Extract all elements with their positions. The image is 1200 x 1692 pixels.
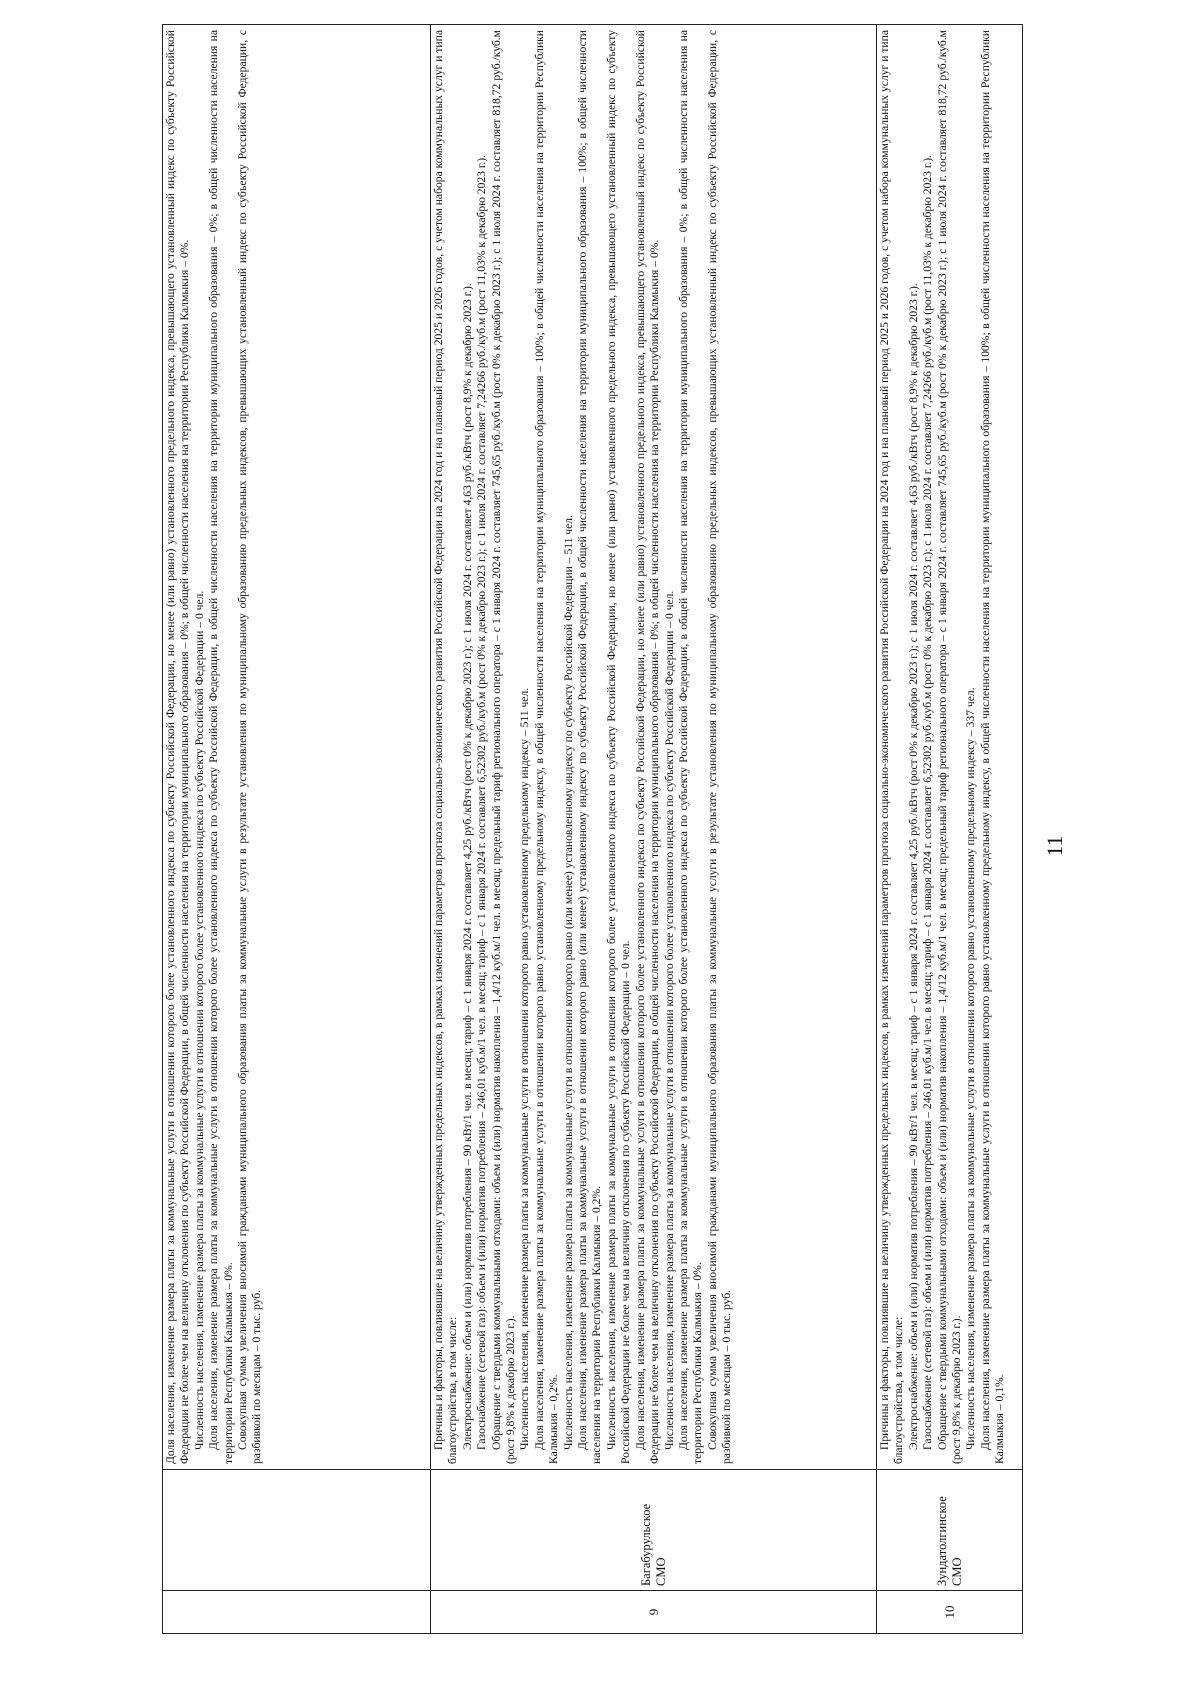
table-row <box>163 25 431 1634</box>
row-description <box>877 25 1023 1470</box>
description-paragraph: Доля населения, изменение размера платы за коммунальные услуги в отношении которого более установленного индекса по субъекту Российской Федерации, в общей численности населения на территории муниципального образования – 0%; в общей численности населения на территории Республики Калмыкия – 0%. <box>676 30 705 1464</box>
description-paragraph: Газоснабжение (сетевой газ): объем и (или) норматив потребления – 246,01 куб.м/1 чел. в месяц; тариф – с 1 января 2024 г. составляет 6,52302 руб./куб.м (рост 0% к декабрю 2023 г.); с 1 июля 2024 г. составляет 7,24266 руб./куб.м (рост 11,03% к декабрю 2023 г.). <box>921 155 935 1450</box>
description-paragraph: Доля населения, изменение размера платы за коммунальные услуги в отношении которого равно (или менее) установленному индексу по субъекту Российской Федерации, в общей численности населения на территории муниципального образования – 100%; в общей численности населения на территории Республики Калмыкия – 0,2%. <box>576 30 604 1464</box>
description-paragraph: Совокупная сумма увеличения вносимой гражданами муниципального образования платы за коммунальные услуги в результате установления по муниципальному образованию предельных индексов, превышающих установленный индекс по субъекту Российской Федерации, с разбивкой по месяцам – 0 тыс. руб. <box>236 30 264 1464</box>
table-row <box>877 25 1023 1634</box>
description-paragraph: Обращение с твердыми коммунальными отходами: объем и (или) норматив накопления – 1,4/12 куб.м/1 чел. в месяц; предельный тариф регионального оператора – с 1 января 2024 г. составляет 745,65 руб./куб.м (рост 0% к декабрю 2023 г.); с 1 июля 2024 г. составляет 818,72 руб./куб.м (рост 9,8% к декабрю 2023 г.). <box>935 30 964 1464</box>
description-paragraph: Численность населения, изменение размера платы за коммунальные услуги в отношении которого равно установленному предельному индексу – 511 чел. <box>518 687 532 1450</box>
table-row <box>431 25 877 1634</box>
municipality-name <box>163 1470 431 1591</box>
description-paragraph: Электроснабжение: объем и (или) норматив потребления – 90 кВт/1 чел. в месяц; тариф – с 1 января 2024 г. составляет 4,25 руб./кВтч (рост 0% к декабрю 2023 г.); с 1 июля 2024 г. составляет 4,63 руб./кВтч (рост 8,9% к декабрю 2023 г.). <box>906 283 920 1450</box>
description-paragraph: Численность населения, изменение размера платы за коммунальные услуги в отношении которого более установленного индекса по субъекту Российской Федерации, но менее (или равно) установленного предельного индекса, превышающего установленный индекс по субъекту Российской Федерации не более чем на величину отклонения по субъекту Российской Федерации – 0 чел. <box>604 30 633 1464</box>
row-number: 10 <box>877 1591 1023 1634</box>
municipality-name: Зундатолгинское СМО <box>877 1470 1023 1591</box>
description-paragraph: Численность населения, изменение размера платы за коммунальные услуги в отношении которого равно (или менее) установленному индексу по субъекту Российской Федерации – 511 чел. <box>561 515 575 1450</box>
table-body <box>163 25 1023 1634</box>
document-table <box>162 24 1023 1634</box>
description-paragraph: Численность населения, изменение размера платы за коммунальные услуги в отношении которого более установленного индекса по субъекту Российской Федерации – 0 чел. <box>192 590 206 1450</box>
description-paragraph: Численность населения, изменение размера платы за коммунальные услуги в отношении которого равно установленному предельному индексу – 337 чел. <box>964 687 978 1450</box>
row-number: 9 <box>431 1591 877 1634</box>
description-paragraph: Обращение с твердыми коммунальными отходами: объем и (или) норматив накопления – 1,4/12 куб.м/1 чел. в месяц; предельный тариф регионального оператора – с 1 января 2024 г. составляет 745,65 руб./куб.м (рост 0% к декабрю 2023 г.); с 1 июля 2024 г. составляет 818,72 руб./куб.м (рост 9,8% к декабрю 2023 г.). <box>489 30 518 1464</box>
description-paragraph: Газоснабжение (сетевой газ): объем и (или) норматив потребления – 246,01 куб.м/1 чел. в месяц; тариф – с 1 января 2024 г. составляет 6,52302 руб./куб.м (рост 0% к декабрю 2023 г.); с 1 июля 2024 г. составляет 7,24266 руб./куб.м (рост 11,03% к декабрю 2023 г.). <box>475 155 489 1450</box>
row-description <box>431 25 877 1470</box>
description-paragraph: Совокупная сумма увеличения вносимой гражданами муниципального образования платы за коммунальные услуги в результате установления по муниципальному образованию предельных индексов, превышающих установленный индекс по субъекту Российской Федерации, с разбивкой по месяцам – 0 тыс. руб. <box>705 30 734 1464</box>
description-paragraph: Доля населения, изменение размера платы за коммунальные услуги в отношении которого более установленного индекса по субъекту Российской Федерации, но менее (или равно) установленного предельного индекса, превышающего установленный индекс по субъекту Российской Федерации не более чем на величину отклонения по субъекту Российской Федерации, в общей численности населения на территории муниципального образования – 0%; в общей численности населения на территории Республики Калмыкия – 0%. <box>633 30 662 1464</box>
row-number <box>163 1591 431 1634</box>
description-paragraph: Доля населения, изменение размера платы за коммунальные услуги в отношении которого более установленного индекса по субъекту Российской Федерации, но менее (или равно) установленного предельного индекса, превышающего установленный индекс по субъекту Российской Федерации не более чем на величину отклонения по субъекту Российской Федерации, в общей численности населения на территории муниципального образования – 0%; в общей численности населения на территории Республики Калмыкия – 0%. <box>164 30 192 1464</box>
row-description <box>163 25 431 1470</box>
description-paragraph: Причины и факторы, повлиявшие на величину утвержденных предельных индексов, в рамках изменений параметров прогноза социально-экономического развития Российской Федерации на 2024 год и на плановый период 2025 и 2026 годов, с учетом набора коммунальных услуг и типа благоустройства, в том числе: <box>878 30 906 1464</box>
description-paragraph: Доля населения, изменение размера платы за коммунальные услуги в отношении которого равно установленному предельному индексу, в общей численности населения на территории муниципального образования – 100%; в общей численности населения на территории Республики Калмыкия – 0,2%. <box>532 30 561 1464</box>
page-number: 11 <box>1042 835 1067 857</box>
description-paragraph: Причины и факторы, повлиявшие на величину утвержденных предельных индексов, в рамках изменений параметров прогноза социально-экономического развития Российской Федерации на 2024 год и на плановый период 2025 и 2026 годов, с учетом набора коммунальных услуг и типа благоустройства, в том числе: <box>432 30 460 1464</box>
description-paragraph: Доля населения, изменение размера платы за коммунальные услуги в отношении которого равно установленному предельному индексу, в общей численности населения на территории муниципального образования – 100%; в общей численности населения на территории Республики Калмыкия – 0,1%. <box>978 30 1007 1464</box>
municipality-name: Багабурульское СМО <box>431 1470 877 1591</box>
description-paragraph: Численность населения, изменение размера платы за коммунальные услуги в отношении которого более установленного индекса по субъекту Российской Федерации – 0 чел. <box>662 590 676 1450</box>
description-paragraph: Доля населения, изменение размера платы за коммунальные услуги в отношении которого более установленного индекса по субъекту Российской Федерации, в общей численности населения на территории муниципального образования – 0%; в общей численности населения на территории Республики Калмыкия – 0%. <box>207 30 235 1464</box>
description-paragraph: Электроснабжение: объем и (или) норматив потребления – 90 кВт/1 чел. в месяц; тариф – с 1 января 2024 г. составляет 4,25 руб./кВтч (рост 0% к декабрю 2023 г.); с 1 июля 2024 г. составляет 4,63 руб./кВтч (рост 8,9% к декабрю 2023 г.). <box>460 283 474 1450</box>
